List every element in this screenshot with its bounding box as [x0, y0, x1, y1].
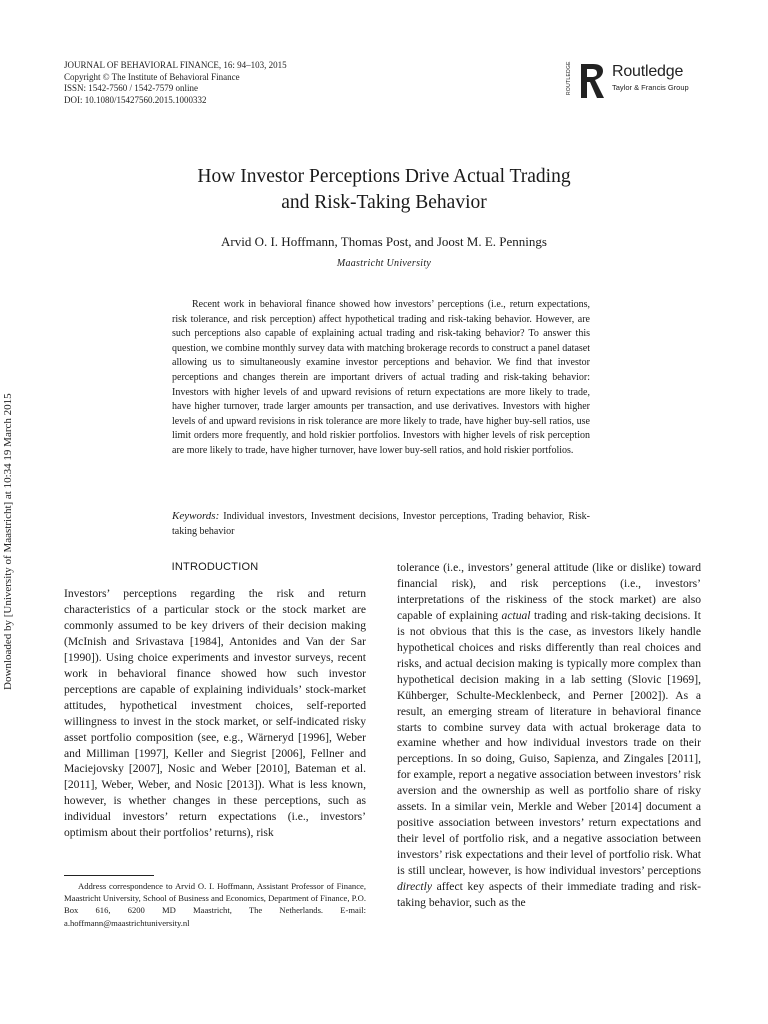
journal-doi: DOI: 10.1080/15427560.2015.1000332	[64, 94, 207, 105]
keywords-label: Keywords:	[172, 510, 220, 522]
journal-citation: JOURNAL OF BEHAVIORAL FINANCE, 16: 94–103, 2015	[64, 60, 287, 70]
journal-info	[64, 60, 287, 106]
keywords	[172, 509, 590, 539]
intro-right-emphasis-directly: directly	[397, 880, 432, 894]
abstract: Recent work in behavioral finance showed how investors’ perceptions (i.e., return expectations, risk tolerance, and risk perception) affect hypothetical trading and risk-taking behavior. However, are such perceptions also capable of explaining actual trading and risk-taking behavior? To answer this question, we combine monthly survey data with matching brokerage records to construct a panel dataset allowing us to simultaneously examine investor perceptions and behavior. We find that investor perceptions and changes therein are important drivers of actual trading and risk-taking behavior: Investors with higher levels of and upward revisions of return expectations are more likely to trade, have higher turnover, trade larger amounts per transaction, and use derivatives. Investors with higher levels of and upward revisions in risk tolerance are more likely to trade, have higher buy-sell ratios, use limit orders more frequently, and hold riskier portfolios. Investors with higher levels of risk perception are more likely to trade, have higher turnover, have lower buy-sell ratios, and hold riskier portfolios.	[172, 299, 590, 456]
paper-title	[0, 164, 768, 216]
publisher-name: Routledge	[612, 63, 684, 80]
authors: Arvid O. I. Hoffmann, Thomas Post, and Joost M. E. Pennings	[221, 234, 547, 249]
intro-right-text-3: affect key aspects of their immediate trading and risk-taking behavior, such as the	[397, 880, 701, 910]
routledge-r-icon	[576, 60, 606, 100]
keywords-text: Individual investors, Investment decisions, Investor perceptions, Trading behavior, Risk-taking behavior	[172, 511, 591, 537]
intro-right-column	[397, 560, 701, 911]
intro-left-column: Investors’ perceptions regarding the risk and return characteristics of a particular stock or the stock market are commonly assumed to be key drivers of their decision making (McInish and Srivastava [1984], Antonides and Van der Sar [1990]). Using choice experiments and investor surveys, recent work in behavioral finance showed how such investor perceptions are capable of explaining individuals’ stock-market attitudes, hypothetical investment choices, self-reported willingness to invest in the stock market, or self-indicated risky asset portfolio composition (see, e.g., Wärneryd [1996], Weber and Milliman [1997], Keller and Siegrist [2006], Fellner and Maciejovsky [2007], Nosic and Weber [2010], Bateman et al. [2011], Weber, Weber, and Nosic [2013]). What is less known, however, is whether changes in these perceptions, such as individual investors’ return expectations (i.e., investors’ optimism about their portfolios’ returns), risk	[64, 587, 366, 840]
publisher-group: Taylor & Francis Group	[612, 83, 689, 92]
title-line-1: How Investor Perceptions Drive Actual Trading	[197, 166, 571, 187]
publisher-logo	[566, 58, 702, 102]
intro-right-emphasis-actual: actual	[501, 608, 531, 622]
correspondence-footnote: Address correspondence to Arvid O. I. Hoffmann, Assistant Professor of Finance, Maastricht University, School of Business and Economics, Department of Finance, P.O. Box 616, 6200 MD Maastricht, The Netherlands. E-mail: a.hoffmann@maastrichtuniversity.nl	[64, 881, 366, 928]
section-heading-introduction: INTRODUCTION	[171, 561, 259, 573]
download-watermark-text: Downloaded by [University of Maastricht] at 10:34 19 March 2015	[2, 393, 14, 690]
journal-copyright: Copyright © The Institute of Behavioral Finance	[64, 71, 240, 82]
intro-right-text-1: tolerance (i.e., investors’ general attitude (like or dislike) toward financial risk), and risk perceptions (i.e., investors’ interpretations of the riskiness of the stock market) are also capable of explaining	[397, 561, 701, 622]
publisher-vertical-text: ROUTLEDGE	[566, 61, 572, 95]
journal-issn: ISSN: 1542-7560 / 1542-7579 online	[64, 83, 198, 93]
footnote-divider	[64, 875, 154, 876]
title-line-2: and Risk-Taking Behavior	[281, 192, 487, 213]
intro-right-text-2: trading and risk-taking decisions. It is not obvious that this is the case, as investors likely handle hypothetical choices and risks differently than real choices and risks, and actual decision making is typically more complex than hypothetical decision making in a lab setting (Slovic [1969], Kühberger, Schulte-Mecklenbeck, and Perner [2002]). As a result, an emerging stream of literature in behavioral finance starts to combine survey data with actual brokerage data to examine whether and how individual investors trade on their perceptions. In so doing, Guiso, Sapienza, and Zingales [2011], for example, report a negative association between investors’ risk aversion and the ownership as well as portfolio share of risky assets. In a similar vein, Merkle and Weber [2014] document a positive association between investors’ return expectations and their level of portfolio risk, and a negative association between investors’ risk expectations and their level of portfolio risk. What is still unclear, however, is how individual investors’ perceptions	[397, 608, 701, 878]
affiliation: Maastricht University	[336, 258, 432, 269]
download-watermark	[2, 338, 16, 690]
